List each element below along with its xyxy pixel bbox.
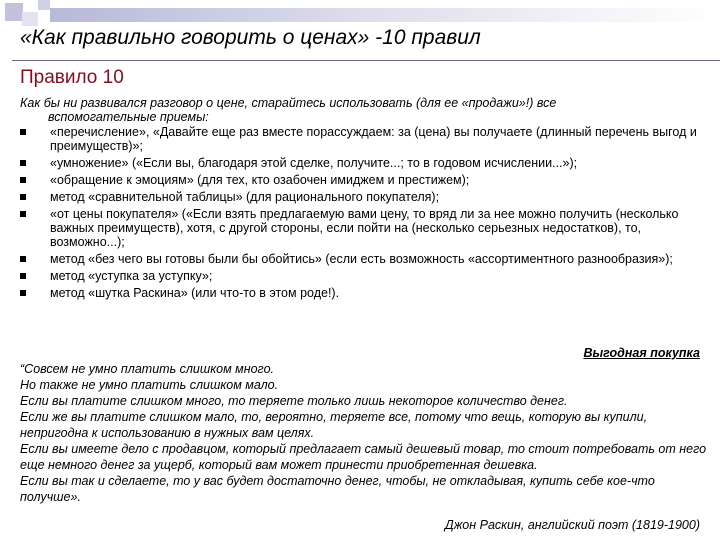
list-item: «перечисление», «Давайте еще раз вместе порассуждаем: за (цена) вы получаете (длинный перечень выгод и преимуществ)»; bbox=[20, 125, 710, 153]
slide-title: «Как правильно говорить о ценах» -10 правил bbox=[20, 26, 481, 49]
intro-text bbox=[20, 96, 700, 124]
square-bullet-icon bbox=[20, 211, 26, 217]
square-bullet-icon bbox=[20, 273, 26, 279]
list-item: метод «уступка за уступку»; bbox=[20, 269, 710, 283]
square-bullet-icon bbox=[20, 290, 26, 296]
list-item: метод «шутка Раскина» (или что-то в этом роде!). bbox=[20, 286, 710, 300]
square-bullet-icon bbox=[20, 177, 26, 183]
decor-square-top bbox=[38, 0, 50, 10]
intro-line-1: Как бы ни развивался разговор о цене, старайтесь использовать (для ее «продажи»!) все bbox=[20, 96, 557, 110]
square-bullet-icon bbox=[20, 194, 26, 200]
list-item: «умножение» («Если вы, благодаря этой сделке, получите...; то в годовом исчислении...»); bbox=[20, 156, 710, 170]
quote-heading: Выгодная покупка bbox=[583, 346, 700, 360]
ruskin-quote bbox=[20, 361, 710, 505]
intro-line-2: вспомогательные приемы: bbox=[48, 110, 209, 124]
square-bullet-icon bbox=[20, 129, 26, 135]
rule-heading: Правило 10 bbox=[20, 67, 124, 88]
quote-line: Если вы так и сделаете, то у вас будет достаточно денег, чтобы, не откладывая, купить себе кое-что получше». bbox=[20, 474, 655, 504]
techniques-list bbox=[20, 125, 710, 303]
decor-square-small bbox=[22, 12, 38, 26]
square-bullet-icon bbox=[20, 256, 26, 262]
list-item: метод «сравнительной таблицы» (для рационального покупателя); bbox=[20, 190, 710, 204]
list-item: метод «без чего вы готовы были бы обойтись» (если есть возможность «ассортиментного разнообразия»); bbox=[20, 252, 710, 266]
quote-line: Если вы имеете дело с продавцом, который предлагает самый дешевый товар, то стоит потребовать от него еще немного денег за ущерб, который вам может принести приобретенная дешевка. bbox=[20, 442, 707, 472]
quote-author: Джон Раскин, английский поэт (1819-1900) bbox=[444, 518, 700, 532]
quote-line: Если вы платите слишком много, то теряете только лишь некоторое количество денег. bbox=[20, 394, 568, 408]
quote-line: “Совсем не умно платить слишком много. bbox=[20, 362, 274, 376]
title-divider bbox=[12, 60, 720, 61]
square-bullet-icon bbox=[20, 160, 26, 166]
header-gradient-band bbox=[50, 8, 720, 22]
quote-line: Но также не умно платить слишком мало. bbox=[20, 378, 279, 392]
quote-line: Если же вы платите слишком мало, то, вероятно, теряете все, потому что вещь, которую вы купили, непригодна к использованию в нужных вам целях. bbox=[20, 410, 648, 440]
decor-square-large bbox=[5, 3, 23, 21]
list-item: «от цены покупателя» («Если взять предлагаемую вами цену, то вряд ли за нее можно получить (несколько важных преимуществ), хотя, с другой стороны, если пойти на (несколько серьезных недостатков), то, возможно...); bbox=[20, 207, 710, 249]
list-item: «обращение к эмоциям» (для тех, кто озабочен имиджем и престижем); bbox=[20, 173, 710, 187]
